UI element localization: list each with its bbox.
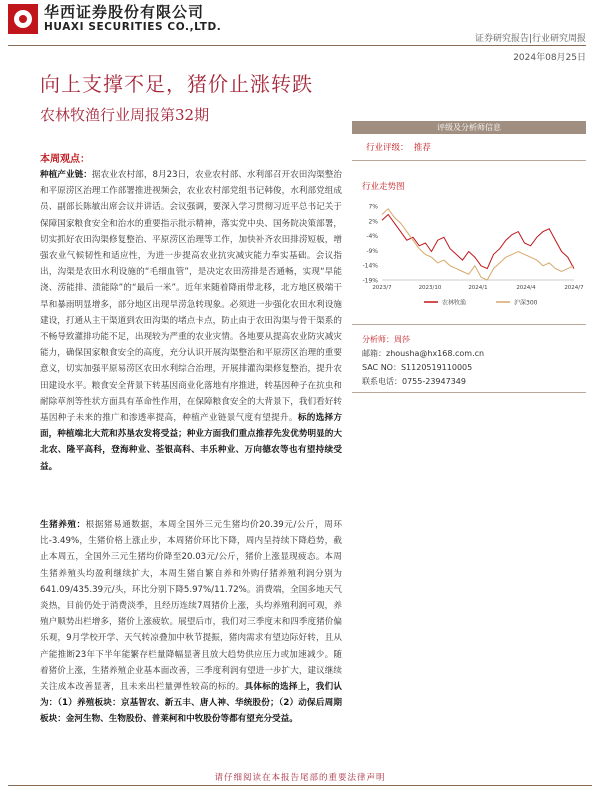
- company-logo: [8, 4, 221, 34]
- sac-value: S1120519110005: [400, 363, 473, 372]
- legend-label: 农林牧渔: [442, 299, 467, 307]
- paragraph-conclusion: 具体标的选择上，我们认为：（1）养殖板块：京基智农、新五丰、唐人神、华统股份；（2）动保后周期板块：金河生物、生物股份、普莱柯和中牧股份等都有望充分受益。: [40, 682, 342, 725]
- sidebar-header: 评级及分析师信息: [352, 121, 586, 134]
- paragraph-lead: 生猪养殖：: [40, 520, 86, 530]
- report-subtitle: 农林牧渔行业周报第32期: [40, 106, 210, 124]
- x-tick-label: 2024/7: [564, 285, 584, 291]
- y-tick-label: 7%: [368, 203, 378, 211]
- y-tick-label: -19%: [362, 277, 378, 285]
- sidebar-divider: [352, 392, 586, 393]
- rating-value: 推荐: [413, 143, 431, 153]
- email-row: [362, 347, 484, 361]
- company-name-en: HUAXI SECURITIES CO.,LTD.: [44, 21, 222, 33]
- y-tick-label: -9%: [366, 247, 378, 255]
- x-tick-label: 2024/4: [516, 285, 536, 291]
- email-value[interactable]: zhousha@hx168.com.cn: [386, 349, 485, 358]
- section-heading: 本周观点：: [40, 154, 90, 165]
- legal-footer: 请仔细阅读在本报告尾部的重要法律声明: [214, 773, 386, 783]
- phone-label: 联系电话：: [362, 377, 402, 386]
- phone-value: 0755-23947349: [402, 377, 466, 386]
- paragraph-body: 根据猪易通数据，本周全国外三元生猪均价20.39元/公斤，周环比-3.49%，生猪价格上涨止步，本周猪价环比下降，周内呈持续下降趋势，截止本周五，全国外三元生猪均价降至20.03元/公斤，猪价上涨显现疲态。本周生猪养殖头均盈利继续扩大，本周生猪自繁自养和外购仔猪养殖利润分别为641.09/435.39元/头，环比分别下降5.97%/11.72%。消费端，全国多地天气炎热，目前仍处于消费淡季，且经历连续7周猪价上涨，头均养殖利润可观，养殖户顺势出栏增多，猪价上涨疲软。展望后市，我们对三季度末和四季度猪价偏乐观，9月学校开学、天气转凉叠加中秋节提振，猪肉需求有望边际好转，且从产能推断23年下半年能繁存栏量降幅显著且放大趋势供应压力或加速减少。随着猪价上涨，生猪养殖企业基本面改善，三季度利润有望进一步扩大，建议继续关注成本改善显著，且未来出栏量弹性较高的标的。: [40, 520, 342, 693]
- industry-rating: [366, 141, 431, 153]
- sac-label: SAC NO：: [362, 363, 401, 372]
- y-tick-label: -14%: [362, 262, 378, 270]
- report-date: 2024年08月25日: [513, 53, 586, 63]
- series-line-industry: [382, 215, 574, 269]
- chart-title: 行业走势图: [362, 182, 405, 192]
- report-category: 证券研究报告|行业研究周报: [474, 34, 586, 44]
- legend-label: 沪深300: [514, 299, 538, 307]
- trend-chart: [352, 196, 586, 316]
- footer-divider: [8, 785, 592, 786]
- report-title: 向上支撑不足，猪价止涨转跌: [40, 72, 313, 96]
- sidebar-divider: [352, 324, 586, 325]
- rating-label: 行业评级：: [366, 143, 409, 153]
- sidebar-divider: [352, 160, 586, 161]
- paragraph-conclusion: 标的选择方面，种植端北大荒和苏垦农发将受益；种业方面我们重点推荐先发优势明显的大北农、隆平高科，登海种业、荃银高科、丰乐种业、万向德农等也有望持续受益。: [40, 413, 342, 472]
- y-tick-label: 2%: [368, 218, 378, 226]
- paragraph-pig-farming: [40, 517, 342, 728]
- header-divider: [8, 45, 586, 46]
- company-name-cn: 华西证券股份有限公司: [44, 3, 205, 21]
- logo-mark-icon: [8, 4, 38, 34]
- analyst-label: 分析师：: [362, 335, 394, 344]
- paragraph-lead: 种植产业链：: [40, 170, 92, 180]
- y-tick-label: -4%: [366, 233, 378, 241]
- analyst-name: 周莎: [394, 335, 410, 344]
- analyst-info: [362, 333, 484, 389]
- phone-row: [362, 375, 484, 389]
- x-tick-label: 2023/7: [372, 285, 392, 291]
- email-label: 邮箱：: [362, 349, 386, 358]
- paragraph-body: 据农业农村部，8月23日，农业农村部、水利部召开农田沟渠整治和平原涝区治理工作部署推进视频会，农业农村部党组书记韩俊，水利部党组成员、副部长陈敏出席会议并讲话。会议强调，要深入学习贯彻习近平总书记关于保障国家粮食安全和治水的重要指示批示精神，落实党中央、国务院决策部署，切实抓好农田沟渠修复整治、平原涝区治理等工作，加快补齐农田排涝短板，增强农业气候韧性和适应性，为进一步提高农业抗灾减灾能力奉实基础。会议指出，沟渠是农田水利设施的“毛细血管”，是决定农田涝排是否通畅，实现“旱能浇、涝能排、渍能除”的“最后一米”。近年来随着降雨带北移，北方地区极端干旱和暴雨明显增多，部分地区出现旱涝急转现象。必须进一步强化农田水利设施建设，打通从主干渠道到农田沟渠的堵点卡点，防止由于农田沟渠与骨干渠系的不畅导致灌排功能不足，出现较为严重的农业灾情。各地要从提高农业防灾减灾能力，确保国家粮食安全的高度，充分认识开展沟渠整治和平原涝区治理的重要意义，切实加强平原易涝区农田水利综合治理，开展排灌沟渠修复整治，提升农田建设水平。粮食安全背景下转基因商业化落地有序推进，转基因种子在抗虫和耐除草剂等性状方面具有革命性作用，在保障粮食安全的大背景下，我们看好转基因种子未来的推广和渗透率提高，种植产业链景气度有望提升。: [40, 170, 342, 424]
- sac-row: [362, 361, 484, 375]
- x-tick-label: 2023/10: [418, 285, 442, 291]
- analyst-row: [362, 333, 484, 347]
- paragraph-planting: [40, 167, 342, 475]
- x-tick-label: 2024/1: [468, 285, 488, 291]
- series-line-benchmark: [382, 209, 574, 280]
